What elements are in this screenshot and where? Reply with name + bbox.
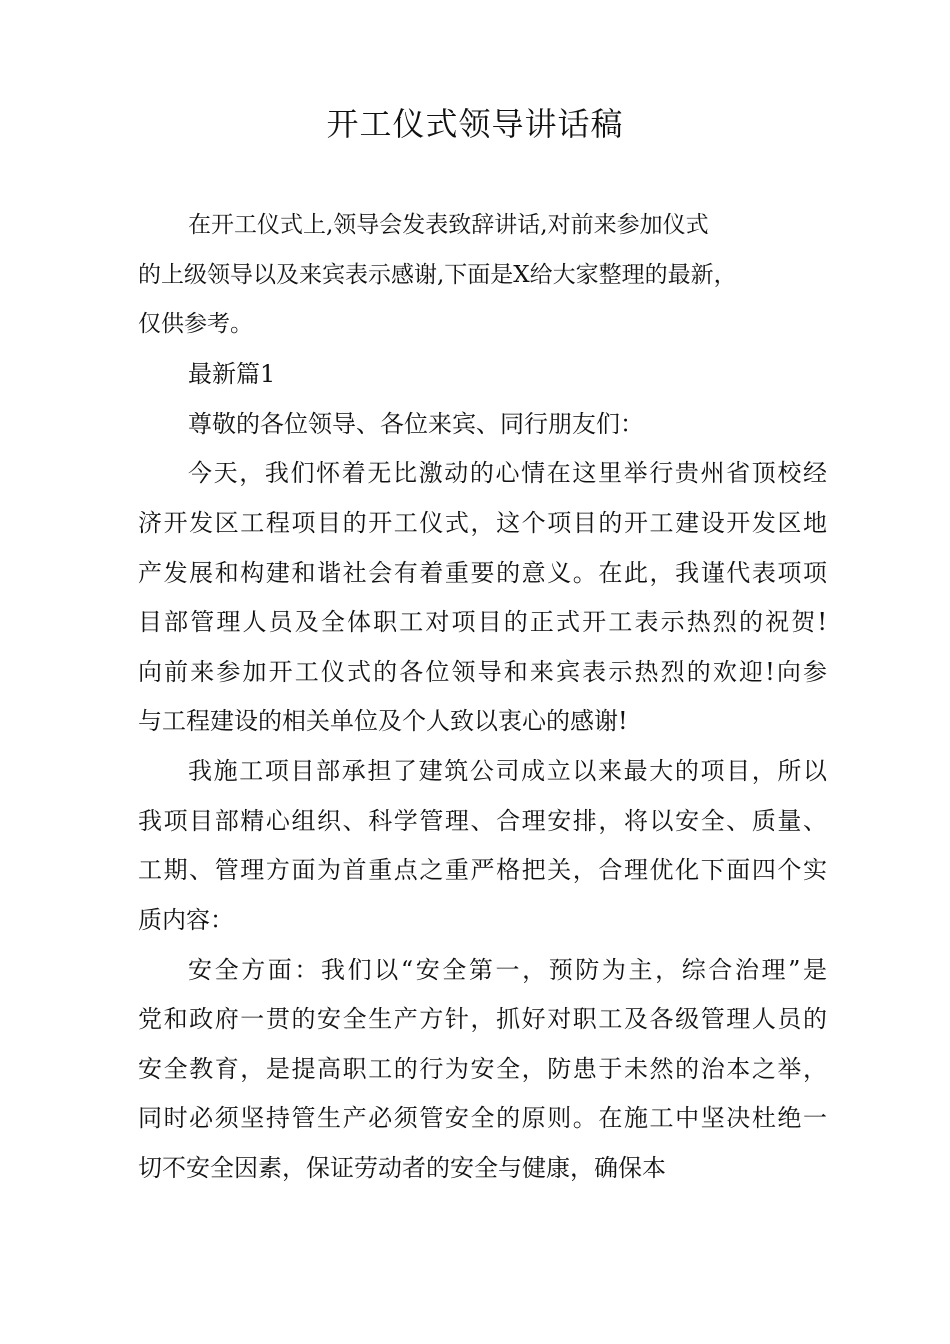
paragraph3-line-4: 同时必须坚持管生产必须管安全的原则。在施工中坚决杜绝一	[138, 1104, 827, 1132]
paragraph2-line-4: 质内容：	[138, 906, 234, 934]
salutation: 尊敬的各位领导、各位来宾、同行朋友们：	[188, 410, 644, 438]
paragraph3-line-1: 安全方面：我们以“安全第一，预防为主，综合治理”是	[188, 956, 827, 984]
paragraph2-line-1: 我施工项目部承担了建筑公司成立以来最大的项目，所以	[188, 757, 827, 785]
paragraph1-line-1: 今天，我们怀着无比激动的心情在这里举行贵州省顶校经	[188, 459, 827, 487]
paragraph1-line-3: 产发展和构建和谐社会有着重要的意义。在此，我谨代表项项	[138, 559, 827, 587]
paragraph1-line-5: 向前来参加开工仪式的各位领导和来宾表示热烈的欢迎!向参	[138, 658, 827, 686]
paragraph2-line-3: 工期、管理方面为首重点之重严格把关，合理优化下面四个实	[138, 856, 827, 884]
paragraph3-line-3: 安全教育，是提高职工的行为安全，防患于未然的治本之举，	[138, 1055, 827, 1083]
paragraph1-line-2: 济开发区工程项目的开工仪式，这个项目的开工建设开发区地	[138, 509, 827, 537]
document-title: 开工仪式领导讲话稿	[326, 105, 624, 143]
intro-line-2: 的上级领导以及来宾表示感谢,下面是X给大家整理的最新，	[138, 262, 737, 288]
paragraph1-line-6: 与工程建设的相关单位及个人致以衷心的感谢!	[138, 707, 628, 735]
intro-line-1: 在开工仪式上,领导会发表致辞讲话,对前来参加仪式	[188, 212, 709, 238]
section-heading: 最新篇1	[188, 360, 276, 388]
paragraph3-line-2: 党和政府一贯的安全生产方针，抓好对职工及各级管理人员的	[138, 1005, 827, 1033]
paragraph1-line-4: 目部管理人员及全体职工对项目的正式开工表示热烈的祝贺!	[138, 608, 827, 636]
paragraph2-line-2: 我项目部精心组织、科学管理、合理安排，将以安全、质量、	[138, 807, 827, 835]
paragraph3-line-5: 切不安全因素，保证劳动者的安全与健康，确保本	[138, 1154, 666, 1182]
intro-line-3: 仅供参考。	[138, 311, 253, 337]
